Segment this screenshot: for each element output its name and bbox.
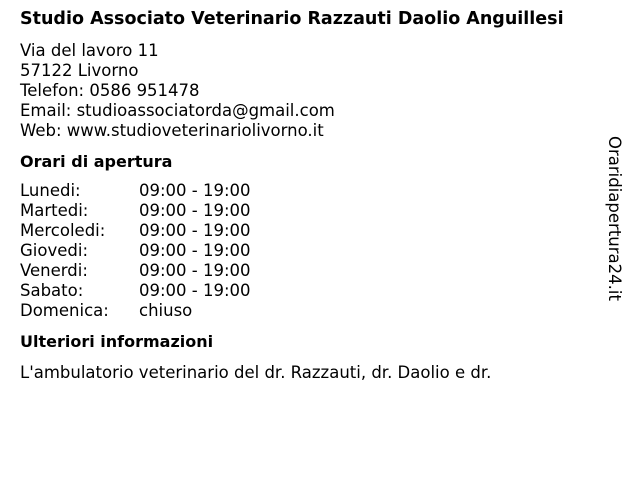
hours-time: 09:00 - 19:00 xyxy=(139,181,251,200)
opening-hours-table xyxy=(20,181,600,321)
web-line: Web: www.studioveterinariolivorno.it xyxy=(20,121,324,140)
hours-row-sunday xyxy=(20,301,600,321)
hours-day: Giovedi: xyxy=(20,241,88,260)
address-city: 57122 Livorno xyxy=(20,61,139,80)
address-street: Via del lavoro 11 xyxy=(20,41,159,60)
additional-info-heading: Ulteriori informazioni xyxy=(20,332,214,351)
site-watermark: Oraridiapertura24.it xyxy=(605,136,624,301)
business-name: Studio Associato Veterinario Razzauti Daolio Anguillesi xyxy=(20,9,564,29)
hours-time: 09:00 - 19:00 xyxy=(139,221,251,240)
hours-row-friday xyxy=(20,261,600,281)
business-card xyxy=(20,9,600,383)
hours-day: Mercoledi: xyxy=(20,221,106,240)
hours-row-tuesday xyxy=(20,201,600,221)
additional-info-text: L'ambulatorio veterinario del dr. Razzauti, dr. Daolio e dr. xyxy=(20,363,492,382)
opening-hours-heading: Orari di apertura xyxy=(20,152,173,171)
hours-time: 09:00 - 19:00 xyxy=(139,261,251,280)
hours-day: Lunedi: xyxy=(20,181,81,200)
hours-day: Venerdi: xyxy=(20,261,88,280)
hours-time: 09:00 - 19:00 xyxy=(139,241,251,260)
hours-day: Domenica: xyxy=(20,301,109,320)
hours-day: Martedi: xyxy=(20,201,89,220)
hours-row-saturday xyxy=(20,281,600,301)
email-line: Email: studioassociatorda@gmail.com xyxy=(20,101,335,120)
phone-line: Telefon: 0586 951478 xyxy=(20,81,200,100)
hours-time: 09:00 - 19:00 xyxy=(139,201,251,220)
hours-time: chiuso xyxy=(139,301,193,320)
hours-time: 09:00 - 19:00 xyxy=(139,281,251,300)
hours-day: Sabato: xyxy=(20,281,84,300)
contact-block xyxy=(20,41,600,141)
hours-row-monday xyxy=(20,181,600,201)
hours-row-thursday xyxy=(20,241,600,261)
hours-row-wednesday xyxy=(20,221,600,241)
